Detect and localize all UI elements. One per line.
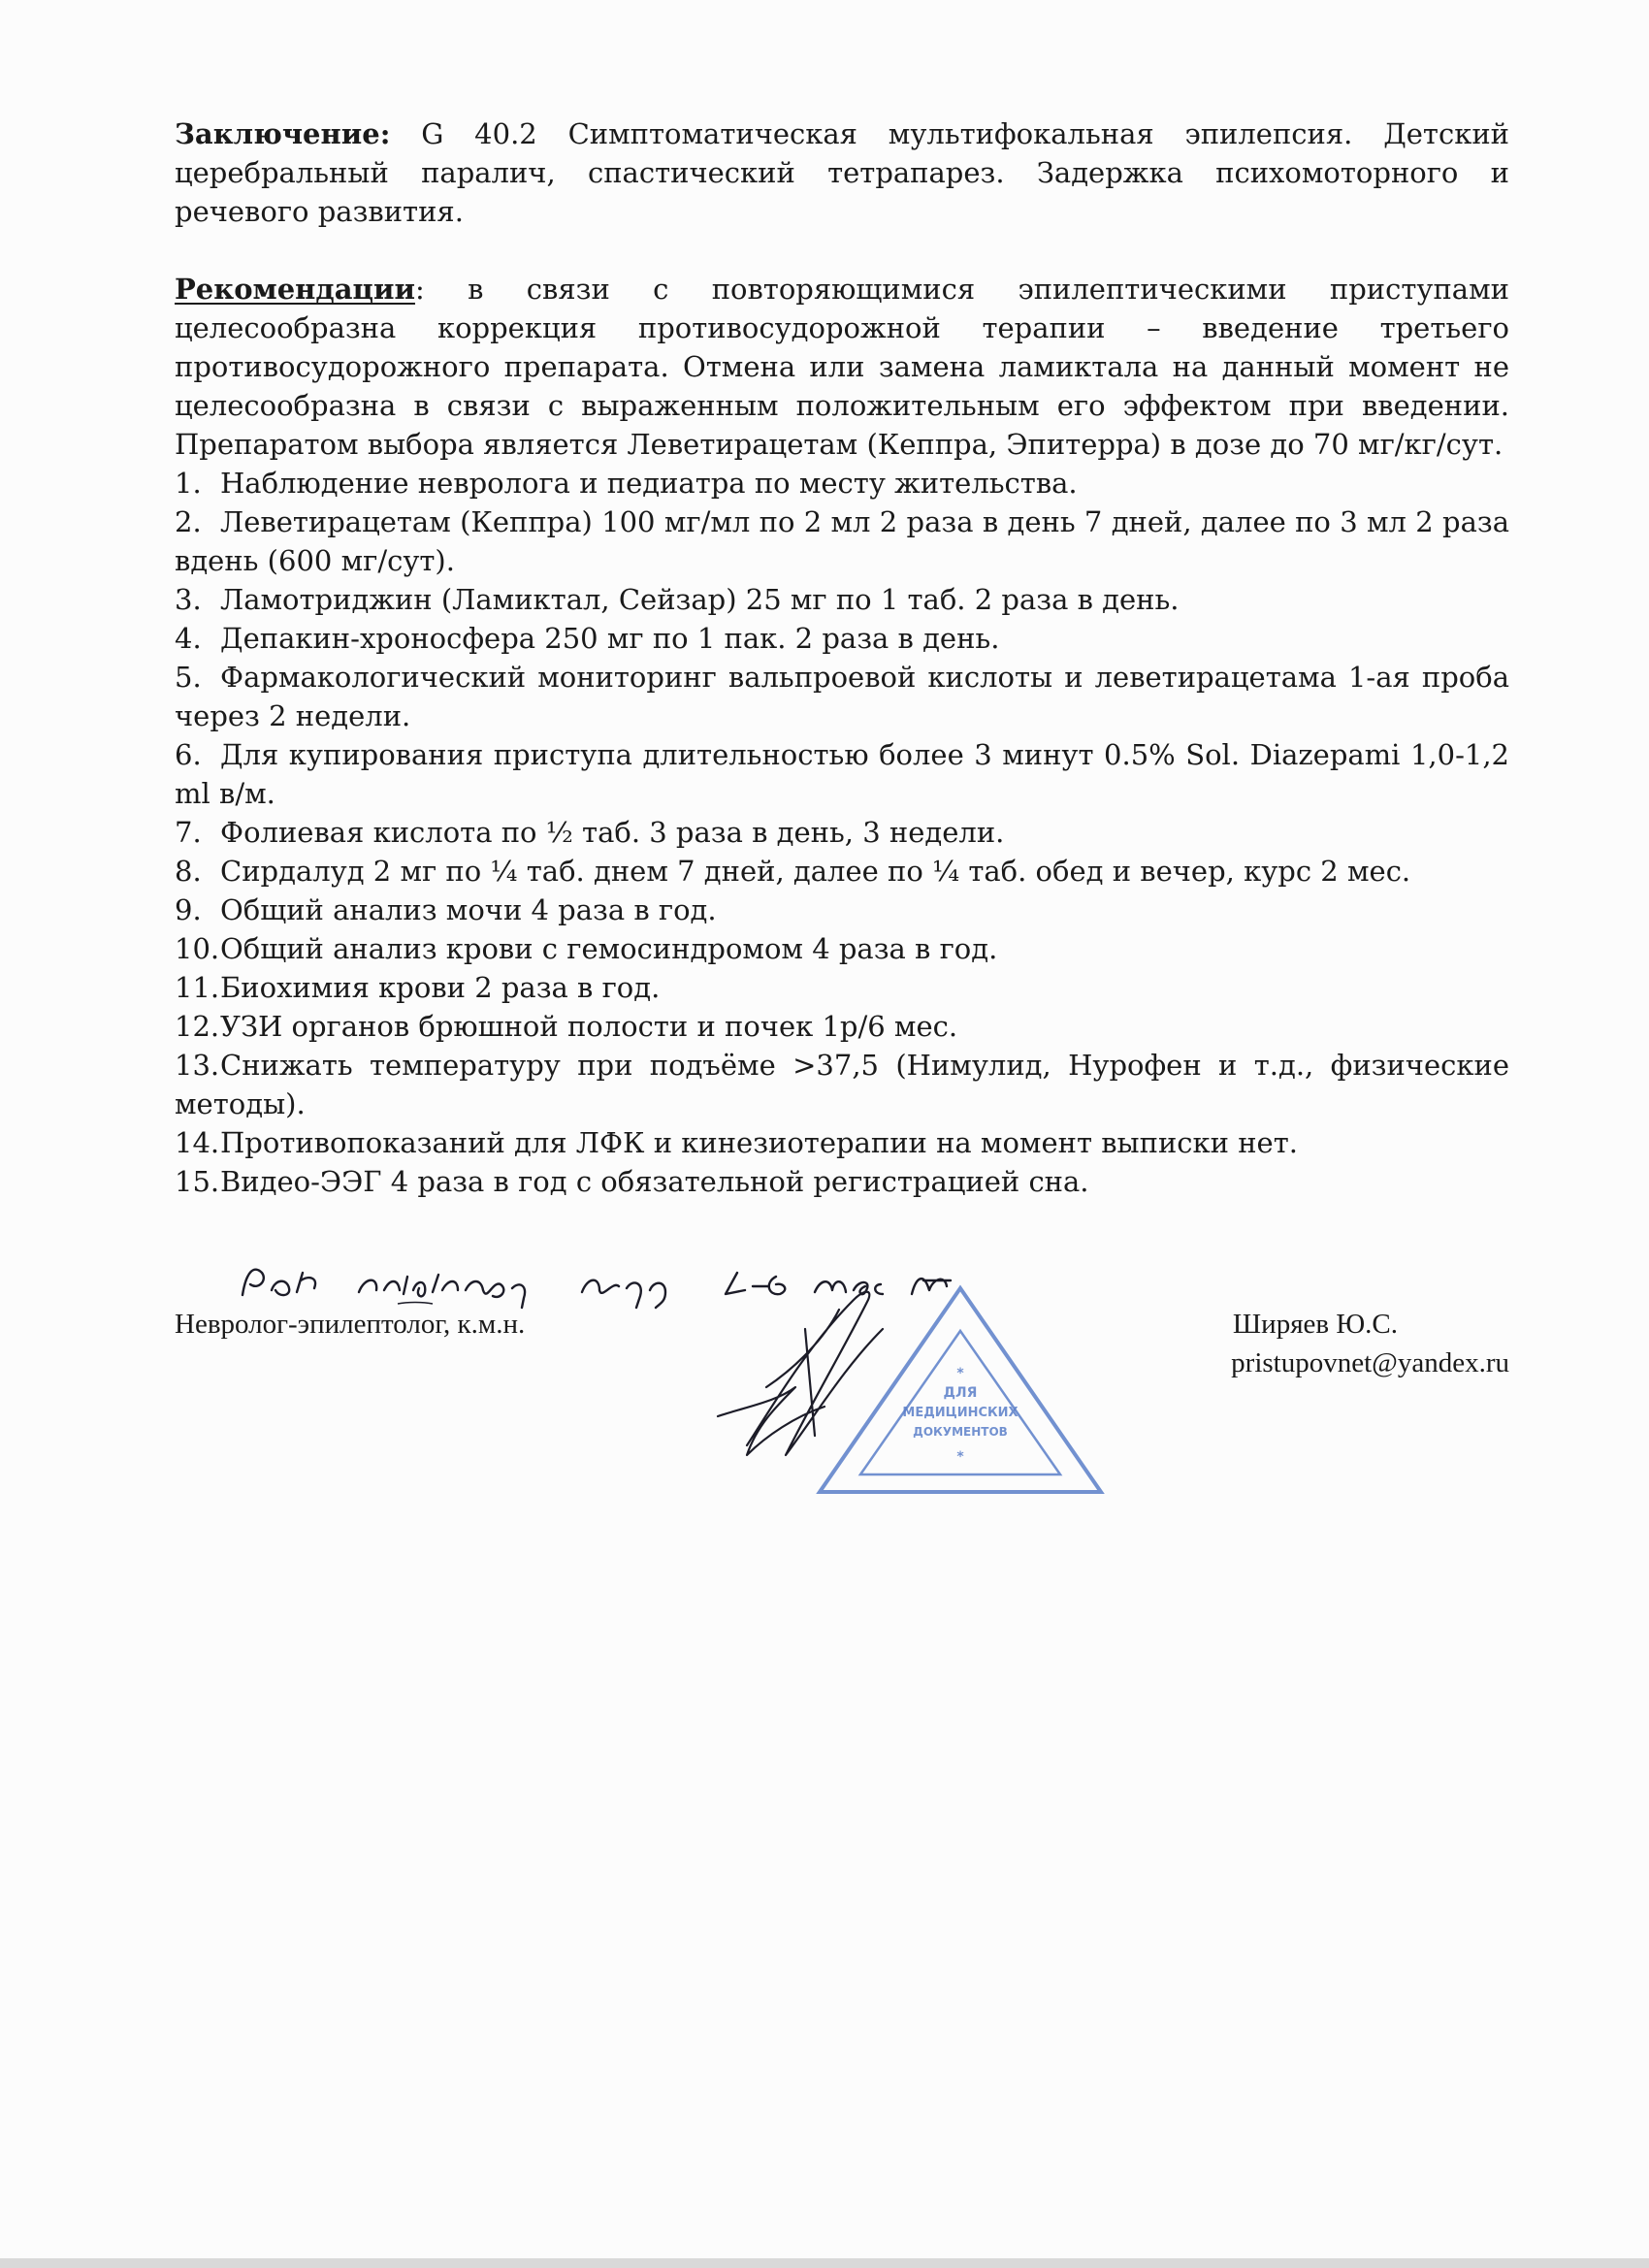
list-item [175,658,1509,735]
recommendations-list [175,464,1509,1201]
svg-text:*: * [956,1449,964,1465]
stamp [810,1280,1111,1513]
list-item-number: 12. [175,1010,220,1043]
list-item-number: 14. [175,1126,220,1159]
svg-text:МЕДИЦИНСКИХ: МЕДИЦИНСКИХ [902,1406,1018,1420]
list-item-number: 7. [175,816,202,849]
list-item [175,813,1509,852]
list-item [175,852,1509,891]
list-item-text: Общий анализ мочи 4 раза в год. [220,893,717,926]
list-item [175,891,1509,929]
list-item-text: Фармакологический мониторинг вальпроевой кислоты и леветирацетама 1-ая проба через 2 недели. [175,661,1509,732]
list-item-text: Фолиевая кислота по ½ таб. 3 раза в день, 3 недели. [220,816,1005,849]
list-item [175,502,1509,580]
list-item-text: Общий анализ крови с гемосиндромом 4 раза в год. [220,932,998,965]
list-item-text: Снижать температуру при подъёме >37,5 (Нимулид, Нурофен и т.д., физические методы). [175,1049,1509,1120]
conclusion-label: Заключение: [175,117,391,150]
list-item-number: 8. [175,855,202,888]
recommendations-paragraph [175,270,1509,464]
author-email: pristupovnet@yandex.ru [1231,1347,1509,1378]
list-item-number: 4. [175,622,202,655]
list-item-number: 5. [175,661,202,694]
list-item-number: 6. [175,738,202,771]
list-item [175,735,1509,813]
scan-bottom-edge [0,2258,1649,2268]
list-item-number: 10. [175,932,220,965]
document-body [175,114,1509,1201]
list-item-text: Биохимия крови 2 раза в год. [220,971,661,1004]
list-item-text: Наблюдение невролога и педиатра по месту жительства. [220,467,1078,500]
list-item-number: 1. [175,467,202,500]
list-item-text: Депакин-хроносфера 250 мг по 1 пак. 2 раза в день. [220,622,1000,655]
list-item-text: Видео-ЭЭГ 4 раза в год с обязательной регистрацией сна. [220,1165,1089,1198]
svg-text:*: * [956,1366,964,1381]
list-item-text: Для купирования приступа длительностью более 3 минут 0.5% Sol. Diazepami 1,0-1,2 ml в/м. [175,738,1509,810]
author-role: Невролог-эпилептолог, к.м.н. [175,1309,526,1340]
list-item [175,1162,1509,1201]
list-item [175,1123,1509,1162]
list-item-number: 3. [175,583,202,616]
list-item-number: 11. [175,971,220,1004]
list-item [175,929,1509,968]
recommendations-label: Рекомендации [175,273,415,306]
list-item-text: Леветирацетам (Кеппра) 100 мг/мл по 2 мл 2 раза в день 7 дней, далее по 3 мл 2 раза вдень (600 мг/сут). [175,505,1509,577]
list-item [175,1007,1509,1046]
svg-text:ДОКУМЕНТОВ: ДОКУМЕНТОВ [913,1425,1008,1439]
recommendations-text: : в связи с повторяющимися эпилептическими приступами целесообразна коррекция противосудорожной терапии – введение третьего противосудорожного препарата. Отмена или замена ламиктала на данный момент не целесообразна в связи с выраженным положительным его эффектом при введении. Препаратом выбора является Леветирацетам (Кеппра, Эпитерра) в дозе до 70 мг/кг/сут. [175,273,1509,461]
list-item-number: 9. [175,893,202,926]
list-item-text: Ламотриджин (Ламиктал, Сейзар) 25 мг по 1 таб. 2 раза в день. [220,583,1180,616]
conclusion-text: G 40.2 Симптоматическая мультифокальная эпилепсия. Детский церебральный паралич, спастический тетрапарез. Задержка психомоторного и речевого развития. [175,117,1509,228]
list-item-number: 2. [175,505,202,538]
list-item-number: 13. [175,1049,220,1082]
svg-text:ДЛЯ: ДЛЯ [943,1385,978,1401]
list-item-text: Сирдалуд 2 мг по ¼ таб. днем 7 дней, далее по ¼ таб. обед и вечер, курс 2 мес. [220,855,1411,888]
list-item-number: 15. [175,1165,220,1198]
list-item [175,464,1509,502]
list-item [175,580,1509,619]
list-item-text: УЗИ органов брюшной полости и почек 1р/6 мес. [220,1010,958,1043]
author-name: Ширяев Ю.С. [1232,1309,1398,1340]
conclusion-paragraph [175,114,1509,231]
list-item-text: Противопоказаний для ЛФК и кинезиотерапии на момент выписки нет. [220,1126,1298,1159]
list-item [175,619,1509,658]
list-item [175,968,1509,1007]
list-item [175,1046,1509,1123]
paragraph-gap [175,231,1509,270]
